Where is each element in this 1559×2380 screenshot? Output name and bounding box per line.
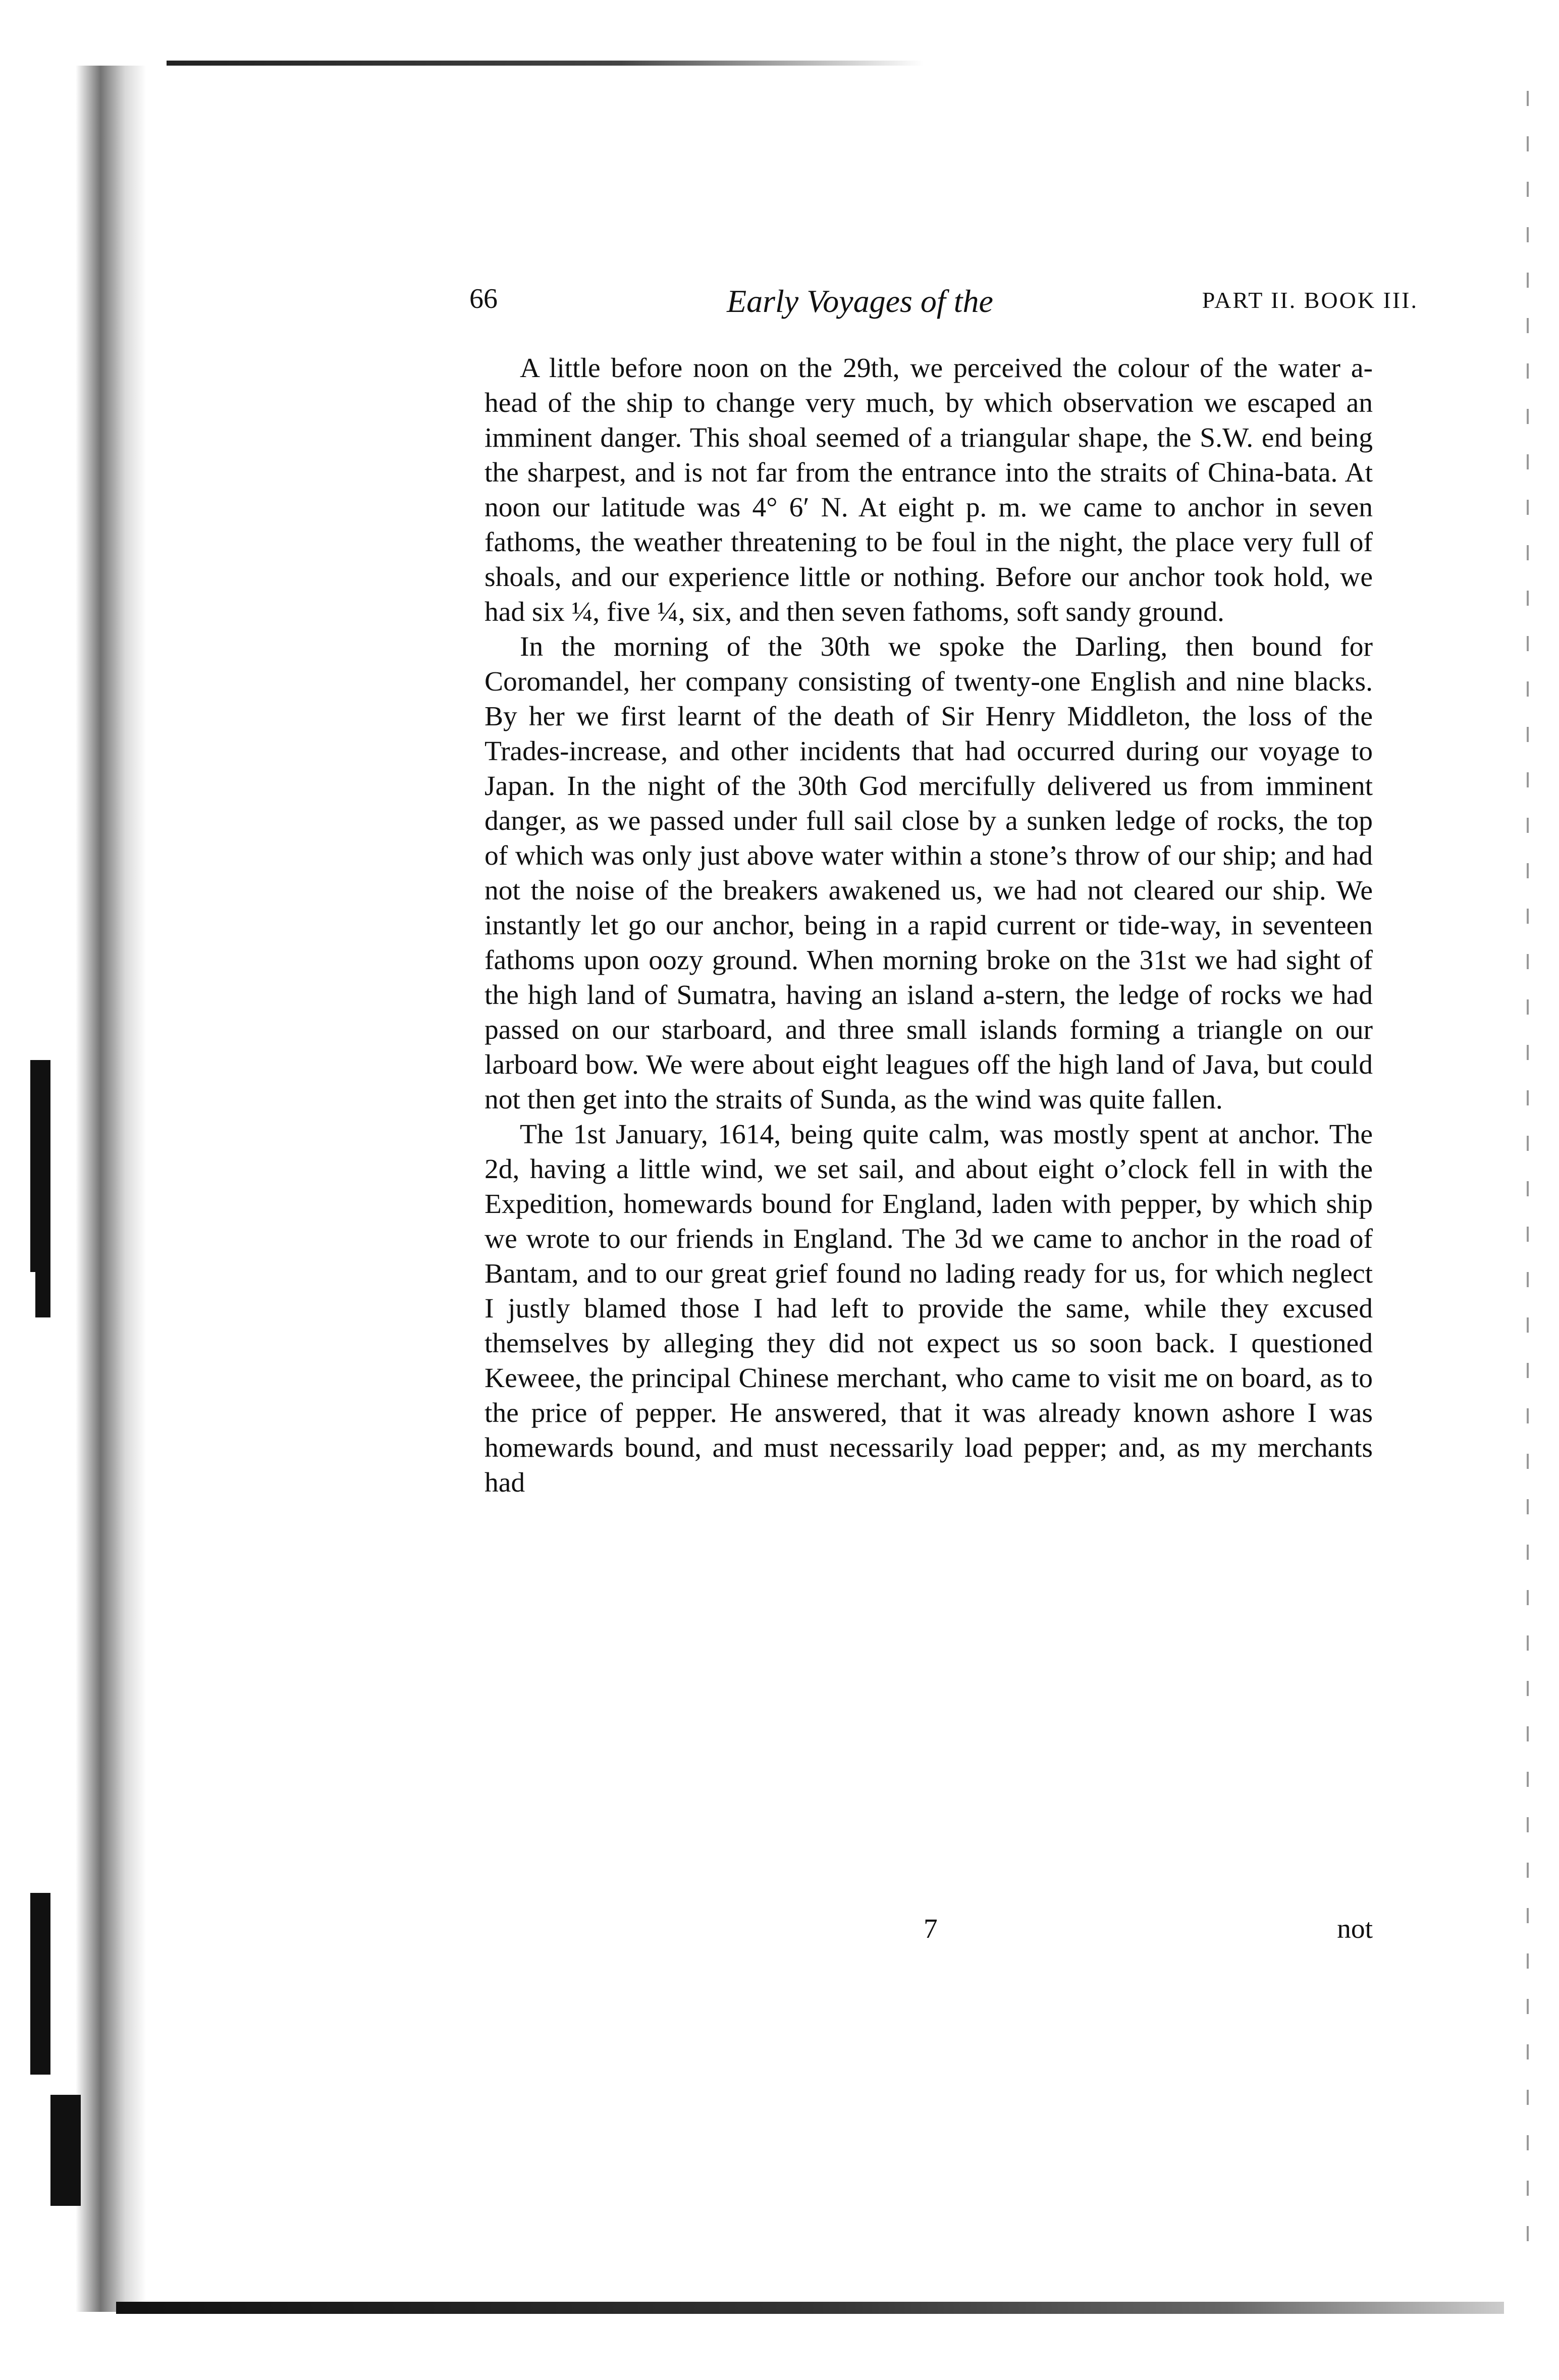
page-number: 66 — [469, 283, 498, 314]
running-title: Early Voyages of the — [727, 283, 993, 319]
scan-right-edge — [1527, 91, 1529, 2261]
paragraph: In the morning of the 30th we spoke the Darling, then bound for Coromandel, her company consisting of twenty-one English and nine blacks. By her we first learnt of the death of Sir Henry Middleton, the loss of the Trades-increase, and other incidents that had occurred during our voyage to Japan. In the night of the 30th God mercifully delivered us from imminent danger, as we passed under full sail close by a sunken ledge of rocks, the top of which was only just above water within a stone’s throw of our ship; and had not the noise of the breakers awakened us, we had not cleared our ship. We instantly let go our anchor, being in a rapid current or tide-way, in seventeen fathoms upon oozy ground. When morning broke on the 31st we had sight of the high land of Sumatra, having an island a-stern, the ledge of rocks we had passed on our starboard, and three small islands forming a triangle on our larboard bow. We were about eight leagues off the high land of Java, but could not then get into the straits of Sunda, as the wind was quite fallen. — [485, 631, 1373, 1115]
body-text — [485, 351, 1373, 1500]
section-reference: PART II. BOOK III. — [1202, 287, 1418, 313]
scan-bottom-edge — [116, 2302, 1504, 2314]
paragraph: A little before noon on the 29th, we perceived the colour of the water a-head of the ship to change very much, by which observation we escaped an imminent danger. This shoal seemed of a triangular shape, the S.W. end being the sharpest, and is not far from the entrance into the straits of China-bata. At noon our latitude was 4° 6′ N. At eight p. m. we came to anchor in seven fathoms, the weather threatening to be foul in the night, the place very full of shoals, and our experience little or nothing. Before our anchor took hold, we had six ¼, five ¼, six, and then seven fathoms, soft sandy ground. — [485, 353, 1373, 627]
scan-edge-mark — [50, 2095, 81, 2206]
scan-edge-mark — [35, 1272, 50, 1317]
binding-shadow — [76, 66, 146, 2312]
running-header — [469, 283, 1418, 328]
paragraph: The 1st January, 1614, being quite calm, was mostly spent at anchor. The 2d, having a little wind, we set sail, and about eight o’clock fell in with the Expedition, homewards bound for England, laden with pepper, by which ship we wrote to our friends in England. The 3d we came to anchor in the road of Bantam, and to our great grief found no lading ready for us, for which neglect I justly blamed those I had left to provide the same, while they excused themselves by alleging they did not expect us so soon back. I questioned Keweee, the principal Chinese merchant, who came to visit me on board, as to the price of pepper. He answered, that it was already known ashore I was homewards bound, and must necessarily load pepper; and, as my merchants had — [485, 1119, 1373, 1498]
scan-edge-mark — [30, 1060, 50, 1272]
scan-top-edge — [167, 61, 924, 66]
page-footer — [485, 1913, 1373, 1948]
catchword: not — [1337, 1914, 1373, 1944]
signature-mark: 7 — [924, 1914, 938, 1944]
scan-edge-mark — [30, 1893, 50, 2075]
